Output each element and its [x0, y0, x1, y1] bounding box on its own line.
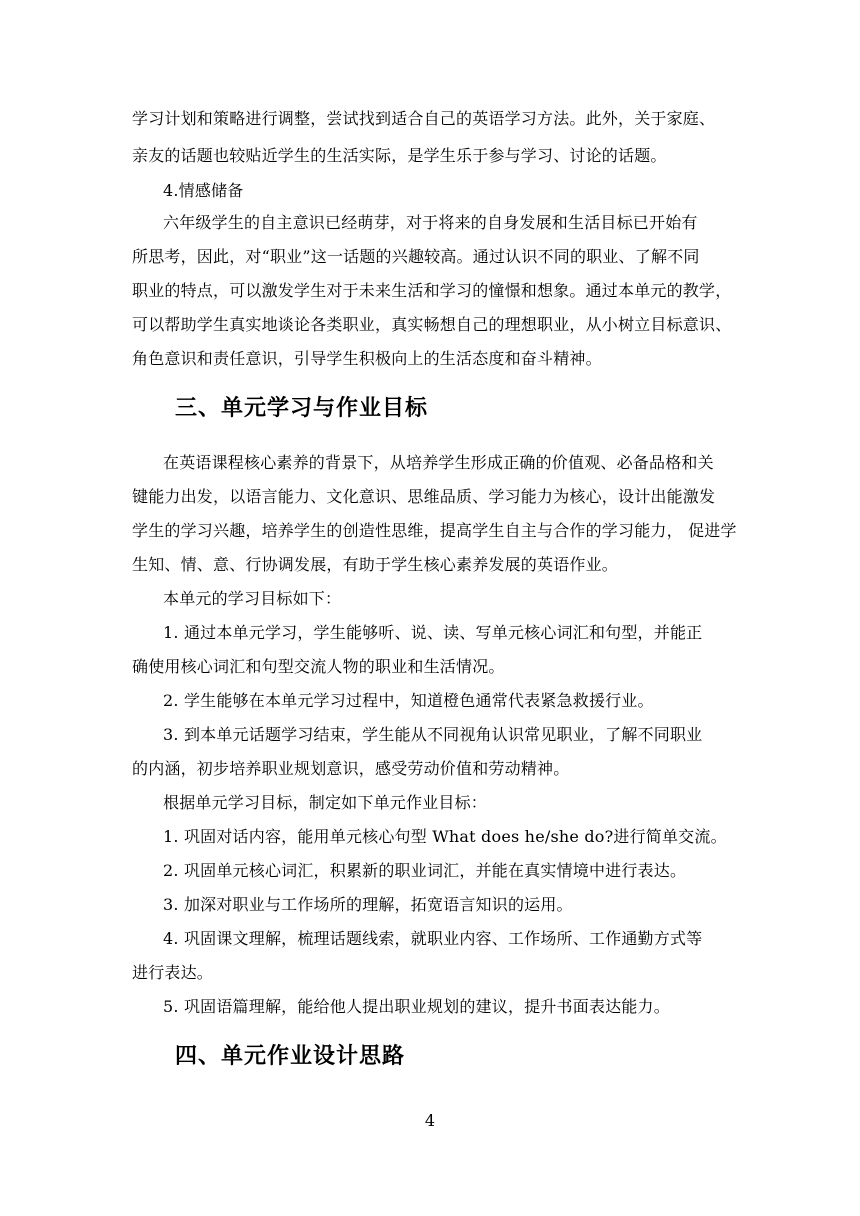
- learning-goal-line: 的内涵，初步培养职业规划意识，感受劳动价值和劳动精神。: [132, 759, 570, 778]
- emotion-line-4: 可以帮助学生真实地谈论各类职业，真实畅想自己的理想职业，从小树立目标意识、: [132, 315, 732, 334]
- page-number: 4: [424, 1111, 436, 1130]
- learning-goals-intro: 本单元的学习目标如下：: [163, 589, 342, 608]
- homework-goals-intro: 根据单元学习目标，制定如下单元作业目标：: [163, 793, 488, 812]
- learning-goal-line: 1. 通过本单元学习，学生能够听、说、读、写单元核心词汇和句型，并能正: [163, 623, 703, 642]
- learning-goal-line: 3. 到本单元话题学习结束，学生能从不同视角认识常见职业，了解不同职业: [163, 725, 703, 744]
- intro-line-1: 学习计划和策略进行调整，尝试找到适合自己的英语学习方法。此外，关于家庭、: [132, 109, 716, 128]
- emotion-line-3: 职业的特点，可以激发学生对于未来生活和学习的憧憬和想象。通过本单元的教学，: [132, 281, 732, 300]
- core-line-2: 键能力出发，以语言能力、文化意识、思维品质、学习能力为核心，设计出能激发: [132, 487, 716, 506]
- subheading-emotion: 4.情感储备: [163, 181, 244, 200]
- core-line-4: 生知、情、意、行协调发展，有助于学生核心素养发展的英语作业。: [132, 555, 619, 574]
- section3-heading: 三、单元学习与作业目标: [175, 396, 429, 421]
- core-line-1: 在英语课程核心素养的背景下，从培养学生形成正确的价值观、必备品格和关: [163, 453, 714, 472]
- homework-goal-line: 5. 巩固语篇理解，能给他人提出职业规划的建议，提升书面表达能力。: [163, 997, 670, 1016]
- homework-goal-line: 2. 巩固单元核心词汇，积累新的职业词汇，并能在真实情境中进行表达。: [163, 861, 687, 880]
- emotion-line-2: 所思考，因此，对“职业”这一话题的兴趣较高。通过认识不同的职业、了解不同: [132, 247, 700, 266]
- homework-goal-line: 进行表达。: [132, 963, 214, 982]
- learning-goal-line: 确使用核心词汇和句型交流人物的职业和生活情况。: [132, 657, 505, 676]
- homework-goal-line: 3. 加深对职业与工作场所的理解，拓宽语言知识的运用。: [163, 895, 573, 914]
- emotion-line-5: 角色意识和责任意识，引导学生积极向上的生活态度和奋斗精神。: [132, 349, 602, 368]
- core-line-3: 学生的学习兴趣，培养学生的创造性思维，提高学生自主与合作的学习能力， 促进学: [132, 521, 737, 540]
- homework-goal-line: 4. 巩固课文理解，梳理话题线索，就职业内容、工作场所、工作通勤方式等: [163, 929, 703, 948]
- learning-goal-line: 2. 学生能够在本单元学习过程中，知道橙色通常代表紧急救援行业。: [163, 691, 654, 710]
- intro-line-2: 亲友的话题也较贴近学生的生活实际，是学生乐于参与学习、讨论的话题。: [132, 146, 667, 165]
- section4-heading: 四、单元作业设计思路: [175, 1044, 406, 1069]
- homework-goal-line: 1. 巩固对话内容，能用单元核心句型 What does he/she do?进行简单交流。: [163, 827, 727, 846]
- emotion-line-1: 六年级学生的自主意识已经萌芽，对于将来的自身发展和生活目标已开始有: [163, 213, 698, 232]
